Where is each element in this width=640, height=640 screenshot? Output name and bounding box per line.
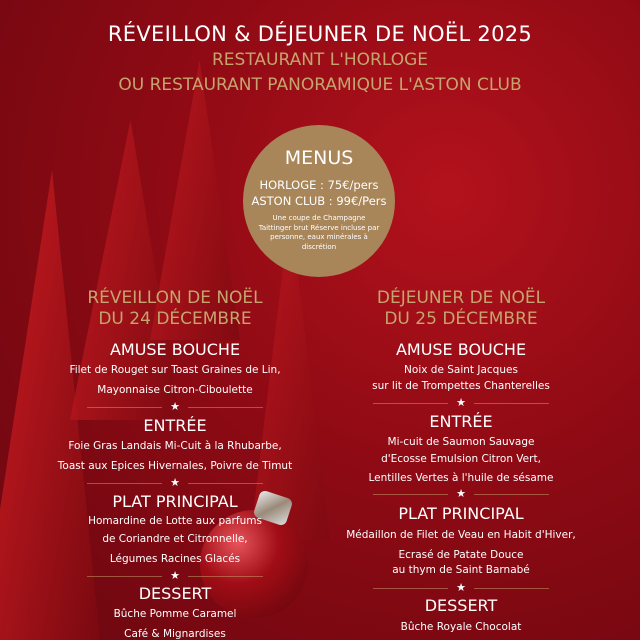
dish-line: Bûche Royale Chocolat: [400, 621, 522, 633]
column-heading: RÉVEILLON DE NOËL: [87, 288, 263, 308]
price-aston-club: ASTON CLUB : 99€/Pers: [251, 194, 387, 208]
star-divider-icon: ★: [311, 581, 611, 594]
dish-line: au thym de Saint Barnabé: [392, 564, 530, 576]
section-title-dessert: DESSERT: [424, 596, 498, 615]
dish-line: Ecrasé de Patate Douce: [398, 549, 524, 561]
dish-line: Lentilles Vertes à l'huile de sésame: [368, 472, 554, 484]
star-divider-icon: ★: [311, 396, 611, 409]
dish-line: de Coriandre et Citronnelle,: [102, 533, 248, 545]
section-title-plat: PLAT PRINCIPAL: [398, 504, 524, 523]
dish-line: Noix de Saint Jacques: [404, 364, 518, 376]
dish-line: Foie Gras Landais Mi-Cuit à la Rhubarbe,: [68, 440, 282, 452]
column-heading: DÉJEUNER DE NOËL: [376, 288, 546, 308]
column-date: DU 25 DÉCEMBRE: [384, 309, 538, 329]
star-divider-icon: ★: [25, 476, 325, 489]
dish-line: Mi-cuit de Saumon Sauvage: [387, 436, 535, 448]
subtitle-restaurant: RESTAURANT L'HORLOGE: [211, 50, 429, 70]
section-title-plat: PLAT PRINCIPAL: [112, 492, 238, 511]
dish-line: Bûche Pomme Caramel: [113, 608, 237, 620]
section-title-amuse: AMUSE BOUCHE: [109, 340, 241, 359]
dish-line: Toast aux Epices Hivernales, Poivre de Timut: [57, 460, 293, 472]
column-date: DU 24 DÉCEMBRE: [98, 309, 252, 329]
menus-title: MENUS: [284, 147, 354, 169]
section-title-dessert: DESSERT: [138, 584, 212, 603]
dish-line: Médaillon de Filet de Veau en Habit d'Hiver,: [346, 529, 576, 541]
menus-price-badge: [243, 125, 395, 277]
dish-line: Homardine de Lotte aux parfums: [88, 515, 262, 527]
subtitle-restaurant-alt: OU RESTAURANT PANORAMIQUE L'ASTON CLUB: [118, 75, 522, 95]
dish-line: Café & Mignardises: [124, 628, 226, 640]
dish-line: Légumes Racines Glacés: [109, 553, 241, 565]
section-title-amuse: AMUSE BOUCHE: [395, 340, 527, 359]
star-divider-icon: ★: [311, 487, 611, 500]
dish-line: sur lit de Trompettes Chanterelles: [372, 380, 550, 392]
section-title-entree: ENTRÉE: [143, 416, 207, 435]
menus-note: Une coupe de Champagne Taittinger brut Réserve incluse par personne, eaux minérales à discrétion: [258, 214, 380, 251]
price-horloge: HORLOGE : 75€/pers: [259, 178, 379, 192]
section-title-entree: ENTRÉE: [429, 412, 493, 431]
dish-line: d'Ecosse Emulsion Citron Vert,: [381, 453, 541, 465]
page-title: RÉVEILLON & DÉJEUNER DE NOËL 2025: [107, 22, 533, 46]
dish-line: Mayonnaise Citron-Ciboulette: [97, 384, 253, 396]
dish-line: Filet de Rouget sur Toast Graines de Lin,: [69, 364, 281, 376]
star-divider-icon: ★: [25, 400, 325, 413]
star-divider-icon: ★: [25, 569, 325, 582]
